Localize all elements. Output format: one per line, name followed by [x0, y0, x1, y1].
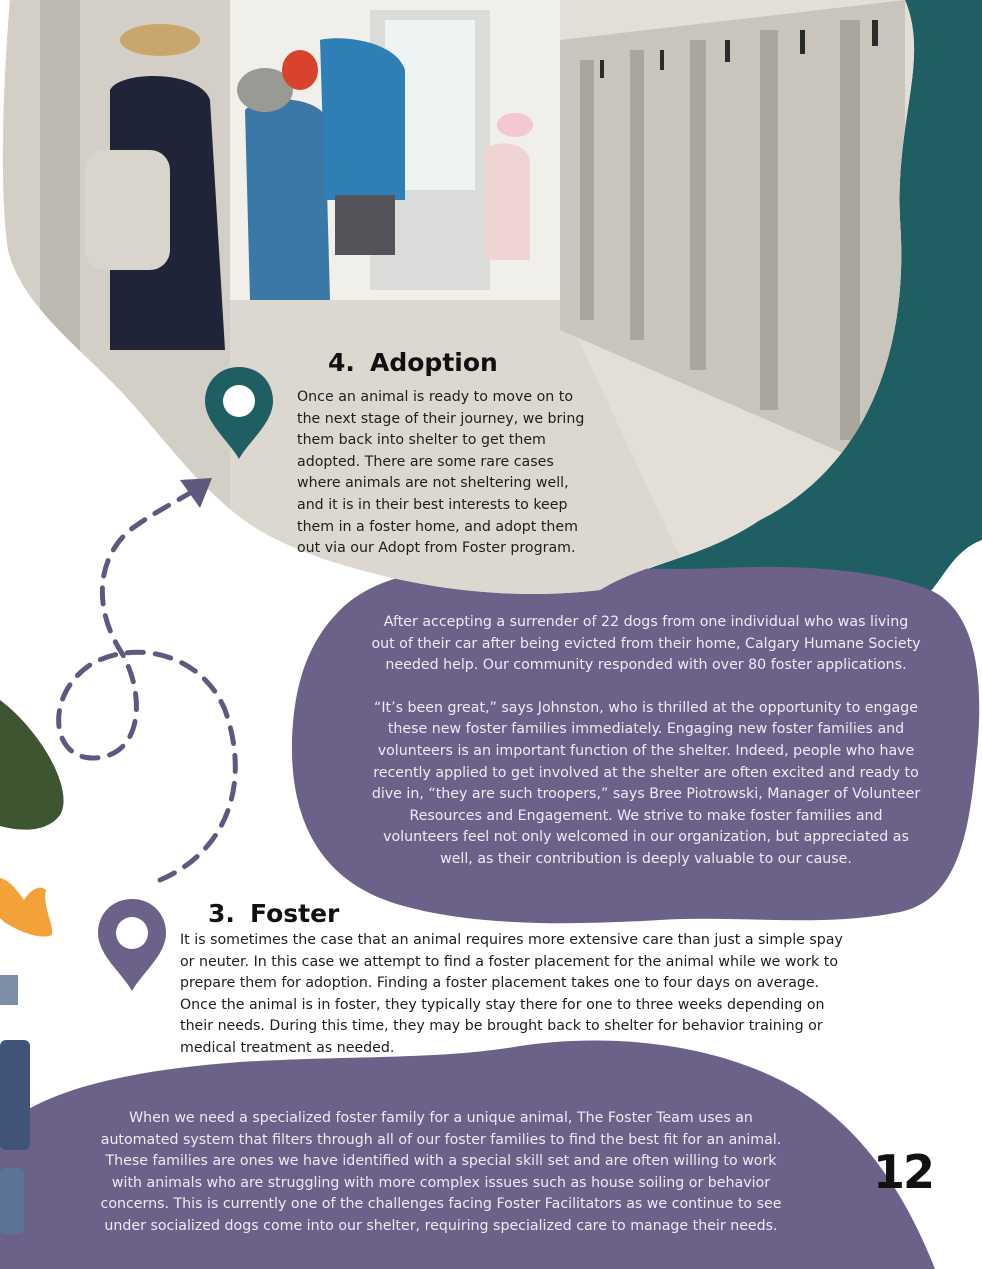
callout-top — [370, 612, 922, 892]
foster-step-number: 3. — [208, 899, 235, 928]
adoption-body: Once an animal is ready to move on to the next stage of their journey, we bring them back into shelter to get them adopted. There are some rare cases where animals are not sheltering well, and it is in their best interests to keep them in a foster home, and adopt them out via our Adopt from Foster program. — [297, 389, 585, 557]
map-pin-icon — [96, 897, 168, 993]
callout-bottom-paragraph: When we need a specialized foster family for a unique animal, The Foster Team uses an automated system that filters through all of our foster families to find the best fit for an animal. These families are ones we have identified with a special skill set and are often willing to work with animals who are struggling with more complex issues such as house soiling or behavior concerns. This is currently one of the challenges facing Foster Facilitators as we continue to see under socialized dogs come into our shelter, requiring specialized care to manage their needs. — [100, 1110, 782, 1234]
adoption-title: Adoption — [370, 348, 498, 377]
callout-bottom — [92, 1108, 790, 1259]
adoption-step-number: 4. — [328, 348, 355, 377]
adoption-heading — [328, 348, 498, 377]
callout-top-paragraph-2: “It’s been great,” says Johnston, who is thrilled at the opportunity to engage these new foster families immediately. Engaging new foster families and volunteers is an important function of the shelter. Indeed, people who have recently applied to get involved at the shelter are often excited and ready to dive in, “they are such troopers,” says Bree Piotrowski, Manager of Volunteer Resources and Engagement. We strive to make foster families and volunteers feel not only welcomed in our organization, but appreciated as well, as their contribution is deeply valuable to our cause. — [371, 699, 921, 867]
callout-top-paragraph-1: After accepting a surrender of 22 dogs from one individual who was living out of their car after being evicted from their home, Calgary Humane Society needed help. Our community responded with over 80 foster applications. — [371, 614, 921, 674]
map-pin-icon — [203, 365, 275, 461]
foster-title: Foster — [250, 899, 340, 928]
page-number: 12 — [872, 1145, 933, 1199]
foster-body: It is sometimes the case that an animal requires more extensive care than just a simple spay or neuter. In this case we attempt to find a foster placement for the animal while we work to prepare them for adoption. Finding a foster placement takes one to four days on average. Once the animal is in foster, they typically stay there for one to three weeks depending on their needs. During this time, they may be brought back to shelter for behavior training or medical treatment as needed. — [180, 932, 843, 1056]
foster-heading — [208, 899, 339, 928]
